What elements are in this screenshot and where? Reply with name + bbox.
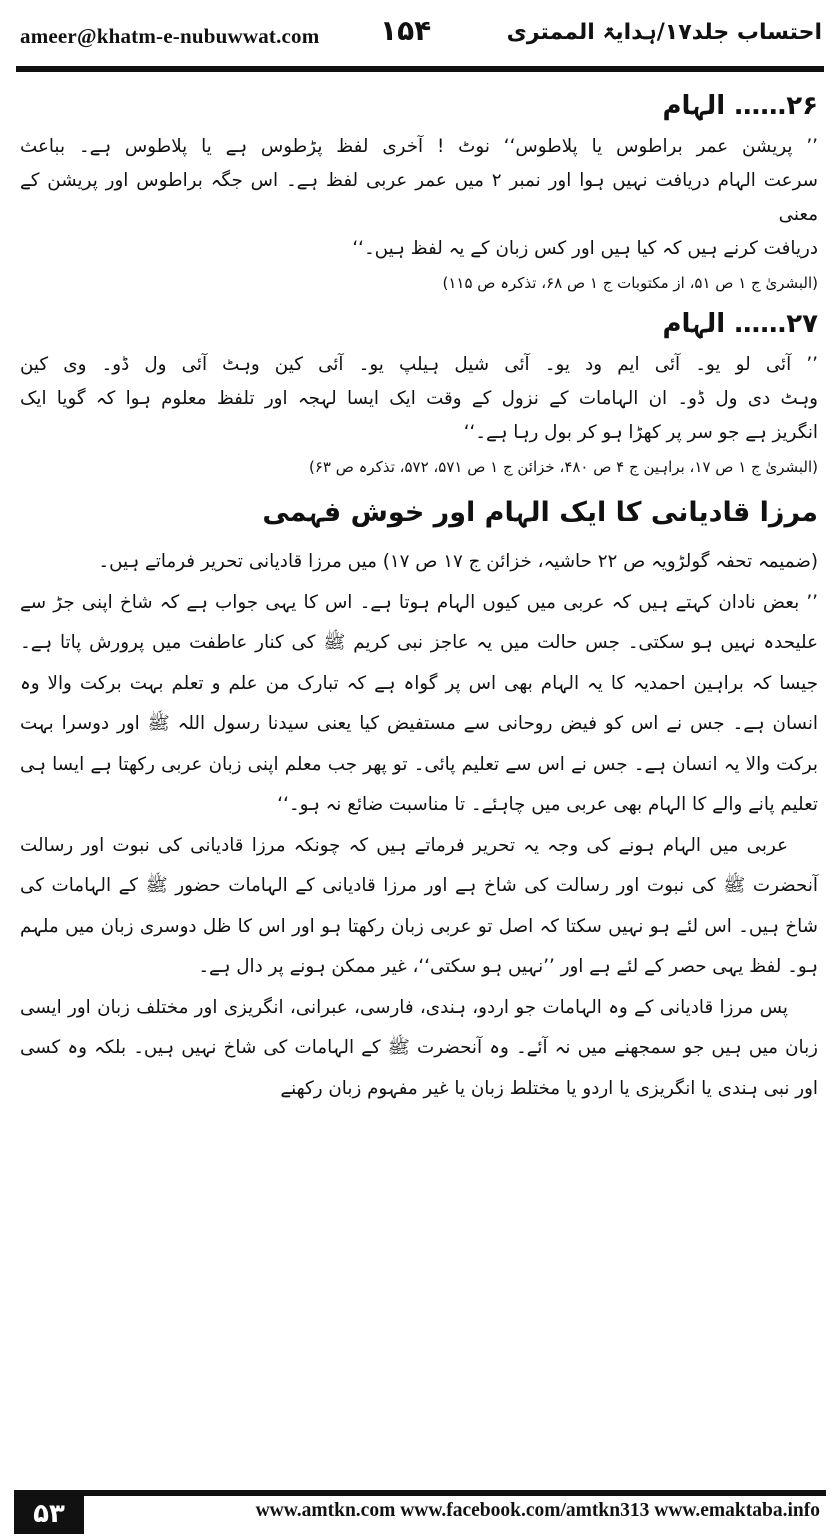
header-page-number: ۱۵۴: [380, 14, 432, 47]
section-26-reference: (البشریٰ ج ۱ ص ۵۱، از مکتوبات ج ۱ ص ۶۸، تذکرہ ص ۱۱۵): [442, 274, 818, 292]
section-27-line-3: انگریز ہے جو سر پر کھڑا ہو کر بول رہا ہے۔‘‘: [463, 422, 818, 443]
footer-links: www.amtkn.com www.facebook.com/amtkn313 www.emaktaba.info: [255, 1500, 820, 1521]
header-book-title: احتساب جلد۱۷/ہدایۃ الممتری: [506, 20, 822, 45]
section-26-line-2: سرعت الہام دریافت نہیں ہوا اور نمبر ۲ میں عمر عربی لفظ ہے۔ اس جگہ براطوس اور پریشن کے معنی: [20, 170, 818, 225]
section-27-line-1: ’’ آئی لو یو۔ آئی ایم ود یو۔ آئی شیل ہیلپ یو۔ آئی کین وہٹ آئی ول ڈو۔ وی کین: [20, 354, 818, 375]
footer-rule: [14, 1490, 826, 1496]
header-email: ameer@khatm-e-nubuwwat.com: [20, 24, 320, 48]
section-26-heading: ۲۶…… الہام: [662, 91, 818, 121]
section-26-line-1: ’’ پریشن عمر براطوس یا پلاطوس‘‘ نوٹ ! آخری لفظ پڑطوس ہے یا پلاطوس ہے۔ بباعث: [20, 136, 818, 157]
main-section-paragraph-2: عربی میں الہام ہونے کی وجہ یہ تحریر فرماتے ہیں کہ چونکہ مرزا قادیانی کی نبوت اور رسالت آنحضرت ﷺ کی نبوت اور رسالت کی شاخ ہے اور مرزا قادیانی کے الہامات حضور ﷺ کے الہامات کی شاخ ہیں۔ اس لئے ہو نہیں سکتا کہ اصل تو عربی زبان رکھتا ہو اور اس کا ظل دوسری زبان میں ملہم ہو۔ لفظ یہی حصر کے لئے ہے اور ’’نہیں ہو سکتی‘‘، غیر ممکن ہونے پر دال ہے۔: [20, 834, 818, 977]
main-section-title: مرزا قادیانی کا ایک الہام اور خوش فہمی: [262, 497, 818, 528]
footer-page-number: ۵۳: [14, 1496, 84, 1534]
page-body: [20, 86, 818, 1109]
main-section-quote: ’’ بعض نادان کہتے ہیں کہ عربی میں کیوں الہام ہوتا ہے۔ اس کا یہی جواب ہے کہ شاخ اپنی جڑ سے علیحدہ نہیں ہو سکتی۔ جس حالت میں یہ عاجز نبی کریم ﷺ کی کنار عاطفت میں پرورش پاتا ہے۔ جیسا کہ براہین احمدیہ کا یہ الہام بھی اس پر گواہ ہے کہ تبارک من علم و تعلم بہت برکت والا وہ انسان ہے۔ جس نے اس کو فیض روحانی سے مستفیض کیا یعنی سیدنا رسول اللہ ﷺ اور دوسرا بہت برکت والا یہ انسان ہے۔ جس نے اس سے تعلیم پائی۔ تو پھر جب معلم اپنی زبان عربی رکھتا ہے ایسا ہی تعلیم پانے والے کا الہام بھی عربی میں چاہئے۔ تا مناسبت ضائع نہ ہو۔‘‘: [20, 591, 818, 815]
section-27-line-2: وہٹ دی ول ڈو۔ ان الہامات کے نزول کے وقت ایک ایسا لہجہ اور تلفظ معلوم ہوا کہ گویا ایک: [20, 388, 818, 409]
main-section-paragraph-3: پس مرزا قادیانی کے وہ الہامات جو اردو، ہندی، فارسی، عبرانی، انگریزی اور مختلف زبان اور ایسی زبان میں ہیں جو سمجھنے میں نہ آئے۔ وہ آنحضرت ﷺ کے الہامات کی شاخ نہیں ہیں۔ بلکہ وہ کسی اور نبی ہندی یا انگریزی یا اردو یا مختلط زبان یا غیر مفہوم زبان رکھنے: [20, 996, 818, 1099]
section-27-reference: (البشریٰ ج ۱ ص ۱۷، براہین ج ۴ ص ۴۸۰، خزائن ج ۱ ص ۵۷۱، ۵۷۲، تذکرہ ص ۶۳): [308, 458, 818, 476]
section-27-heading: ۲۷…… الہام: [662, 309, 818, 339]
main-section-intro: (ضمیمہ تحفہ گولڑویہ ص ۲۲ حاشیہ، خزائن ج ۱۷ ص ۱۷) میں مرزا قادیانی تحریر فرماتے ہیں۔: [98, 551, 818, 572]
page-footer: [14, 1490, 826, 1536]
page-header: [12, 14, 828, 58]
header-rule: [16, 66, 824, 72]
section-26-line-3: دریافت کرنے ہیں کہ کیا ہیں اور کس زبان کے یہ لفظ ہیں۔‘‘: [352, 238, 818, 259]
